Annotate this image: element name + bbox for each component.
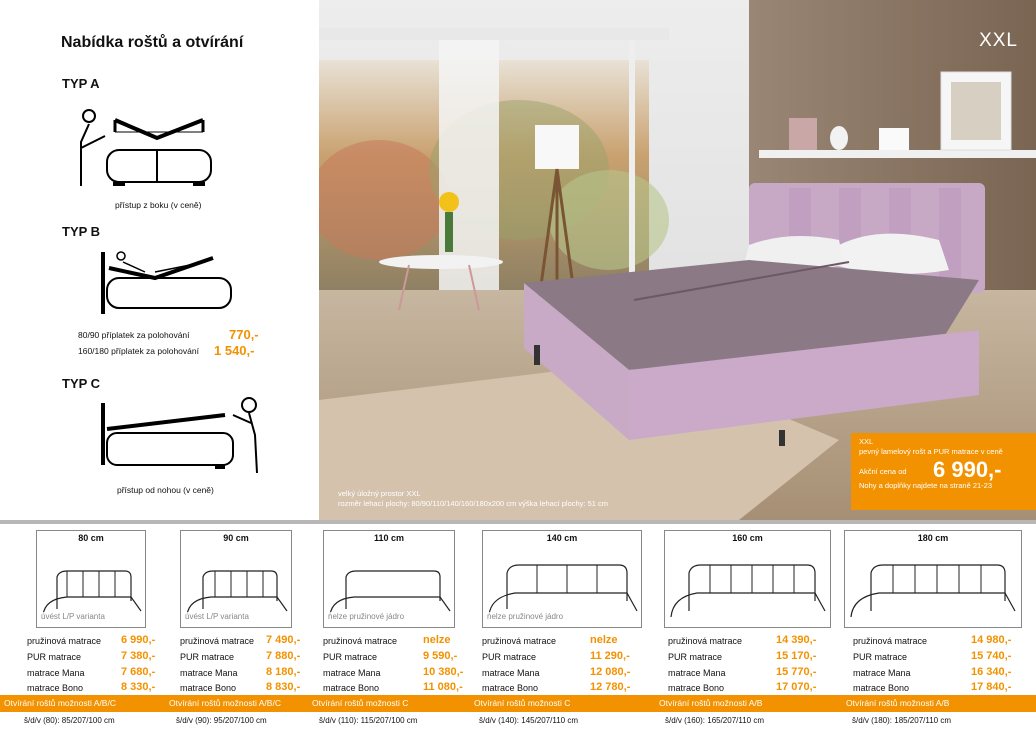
- bed-drawing: [665, 531, 832, 629]
- opening-options-bar: Otvírání roštů možnosti A/B/C: [165, 695, 308, 712]
- price-pur: 11 290,-: [590, 650, 630, 662]
- opening-options-bar: Otvírání roštů možnosti C: [308, 695, 470, 712]
- mattress-label: matrace Bono: [27, 683, 84, 693]
- variant-160: [655, 524, 842, 733]
- price-mana: 15 770,-: [776, 666, 817, 678]
- mattress-label: matrace Bono: [180, 683, 237, 693]
- variant-image-180: [844, 530, 1022, 628]
- type-a-label: TYP A: [62, 76, 100, 91]
- mattress-label: matrace Bono: [482, 683, 539, 693]
- price-spring: 6 990,-: [121, 634, 156, 646]
- variant-image-160: [664, 530, 831, 628]
- mattress-label: matrace Bono: [323, 683, 380, 693]
- variant-size: 110 cm: [373, 533, 405, 543]
- type-c-label: TYP C: [62, 376, 101, 391]
- photo-note-1: velký úložný prostor XXL: [338, 489, 421, 498]
- price-pur: 15 170,-: [776, 650, 817, 662]
- mattress-label: PUR matrace: [27, 652, 82, 662]
- variant-size: 90 cm: [223, 533, 249, 543]
- price-bono: 17 840,-: [971, 681, 1012, 693]
- type-b-label: TYP B: [62, 224, 101, 239]
- mattress-label: PUR matrace: [853, 652, 908, 662]
- mattress-label: PUR matrace: [668, 652, 723, 662]
- dimensions: š/d/v (80): 85/207/100 cm: [24, 716, 115, 725]
- mattress-label: matrace Mana: [27, 668, 85, 678]
- mattress-label: matrace Mana: [180, 668, 238, 678]
- dimensions: š/d/v (160): 165/207/110 cm: [665, 716, 765, 725]
- variant-image-90: [180, 530, 292, 628]
- mattress-label: pružinová matrace: [180, 636, 255, 646]
- promo-title: XXL: [859, 437, 874, 446]
- price-mana: 10 380,-: [423, 666, 464, 678]
- variant-size: 80 cm: [78, 533, 104, 543]
- variant-size: 180 cm: [917, 533, 949, 543]
- mattress-label: matrace Mana: [853, 668, 911, 678]
- price-spring: 7 490,-: [266, 634, 301, 646]
- price-mana: 12 080,-: [590, 666, 631, 678]
- mattress-label: pružinová matrace: [668, 636, 743, 646]
- opening-options-bar: Otvírání roštů možnosti A/B: [842, 695, 1036, 712]
- dimensions: š/d/v (140): 145/207/110 cm: [479, 716, 579, 725]
- type-c-caption: přístup od nohou (v ceně): [117, 485, 214, 495]
- mattress-label: pružinová matrace: [323, 636, 398, 646]
- variant-110: [308, 524, 470, 733]
- type-b-price-2: 1 540,-: [214, 343, 255, 358]
- opening-options-bar: Otvírání roštů možnosti A/B: [655, 695, 842, 712]
- type-b-price-label-2: 160/180 příplatek za polohování: [78, 346, 199, 356]
- promo-box: [851, 433, 1036, 510]
- type-b-illustration: [95, 248, 235, 318]
- dimensions: š/d/v (180): 185/207/110 cm: [852, 716, 952, 725]
- bed-drawing: [845, 531, 1023, 629]
- type-a-illustration: [75, 108, 225, 190]
- price-spring: nelze: [590, 634, 618, 646]
- mattress-label: matrace Bono: [668, 683, 725, 693]
- promo-price-label: Akční cena od: [859, 467, 907, 476]
- promo-description: pevný lamelový rošt a PUR matrace v ceně: [859, 447, 1003, 456]
- opening-options-bar: Otvírání roštů možnosti C: [470, 695, 655, 712]
- opening-options-bar: Otvírání roštů možnosti A/B/C: [0, 695, 165, 712]
- variant-note: uvést L/P varianta: [41, 612, 105, 621]
- mattress-label: matrace Mana: [668, 668, 726, 678]
- price-spring: 14 980,-: [971, 634, 1012, 646]
- type-c-illustration: [95, 393, 265, 475]
- variant-image-140: [482, 530, 642, 628]
- type-b-price-1: 770,-: [229, 327, 259, 342]
- variant-note: uvést L/P varianta: [185, 612, 249, 621]
- price-pur: 7 880,-: [266, 650, 301, 662]
- photo-title: XXL: [979, 30, 1018, 51]
- mattress-label: matrace Bono: [853, 683, 910, 693]
- mattress-label: matrace Mana: [323, 668, 381, 678]
- price-bono: 17 070,-: [776, 681, 817, 693]
- price-bono: 12 780,-: [590, 681, 631, 693]
- variant-90: [165, 524, 308, 733]
- type-b-price-label-1: 80/90 příplatek za polohování: [78, 330, 190, 340]
- mattress-label: pružinová matrace: [853, 636, 928, 646]
- promo-footnote: Nohy a doplňky najdete na straně 21-23: [859, 481, 993, 490]
- photo-note-2: rozměr lehací plochy: 80/90/110/140/160/180x200 cm výška lehací plochy: 51 cm: [338, 499, 609, 508]
- variant-size: 140 cm: [546, 533, 578, 543]
- price-spring: 14 390,-: [776, 634, 817, 646]
- promo-price: 6 990,-: [933, 457, 1002, 482]
- mattress-label: pružinová matrace: [27, 636, 102, 646]
- variant-size: 160 cm: [732, 533, 763, 543]
- type-a-caption: přístup z boku (v ceně): [115, 200, 202, 210]
- price-bono: 11 080,-: [423, 681, 463, 693]
- mattress-label: pružinová matrace: [482, 636, 557, 646]
- variant-note: nelze pružinové jádro: [487, 612, 564, 621]
- price-pur: 7 380,-: [121, 650, 156, 662]
- mattress-label: PUR matrace: [180, 652, 235, 662]
- variant-140: [470, 524, 655, 733]
- price-mana: 8 180,-: [266, 666, 301, 678]
- variant-image-110: [323, 530, 455, 628]
- opening-options-panel: [0, 0, 319, 520]
- price-bono: 8 830,-: [266, 681, 301, 693]
- variant-image-80: [36, 530, 146, 628]
- price-spring: nelze: [423, 634, 451, 646]
- section-heading: Nabídka roštů a otvírání: [61, 34, 244, 51]
- price-bono: 8 330,-: [121, 681, 156, 693]
- mattress-label: matrace Mana: [482, 668, 540, 678]
- variant-180: [842, 524, 1036, 733]
- price-mana: 16 340,-: [971, 666, 1012, 678]
- price-pur: 15 740,-: [971, 650, 1012, 662]
- price-mana: 7 680,-: [121, 666, 156, 678]
- price-pur: 9 590,-: [423, 650, 458, 662]
- dimensions: š/d/v (110): 115/207/100 cm: [319, 716, 418, 725]
- mattress-label: PUR matrace: [323, 652, 378, 662]
- variant-80: [0, 524, 165, 733]
- mattress-label: PUR matrace: [482, 652, 537, 662]
- dimensions: š/d/v (90): 95/207/100 cm: [176, 716, 267, 725]
- variant-note: nelze pružinové jádro: [328, 612, 405, 621]
